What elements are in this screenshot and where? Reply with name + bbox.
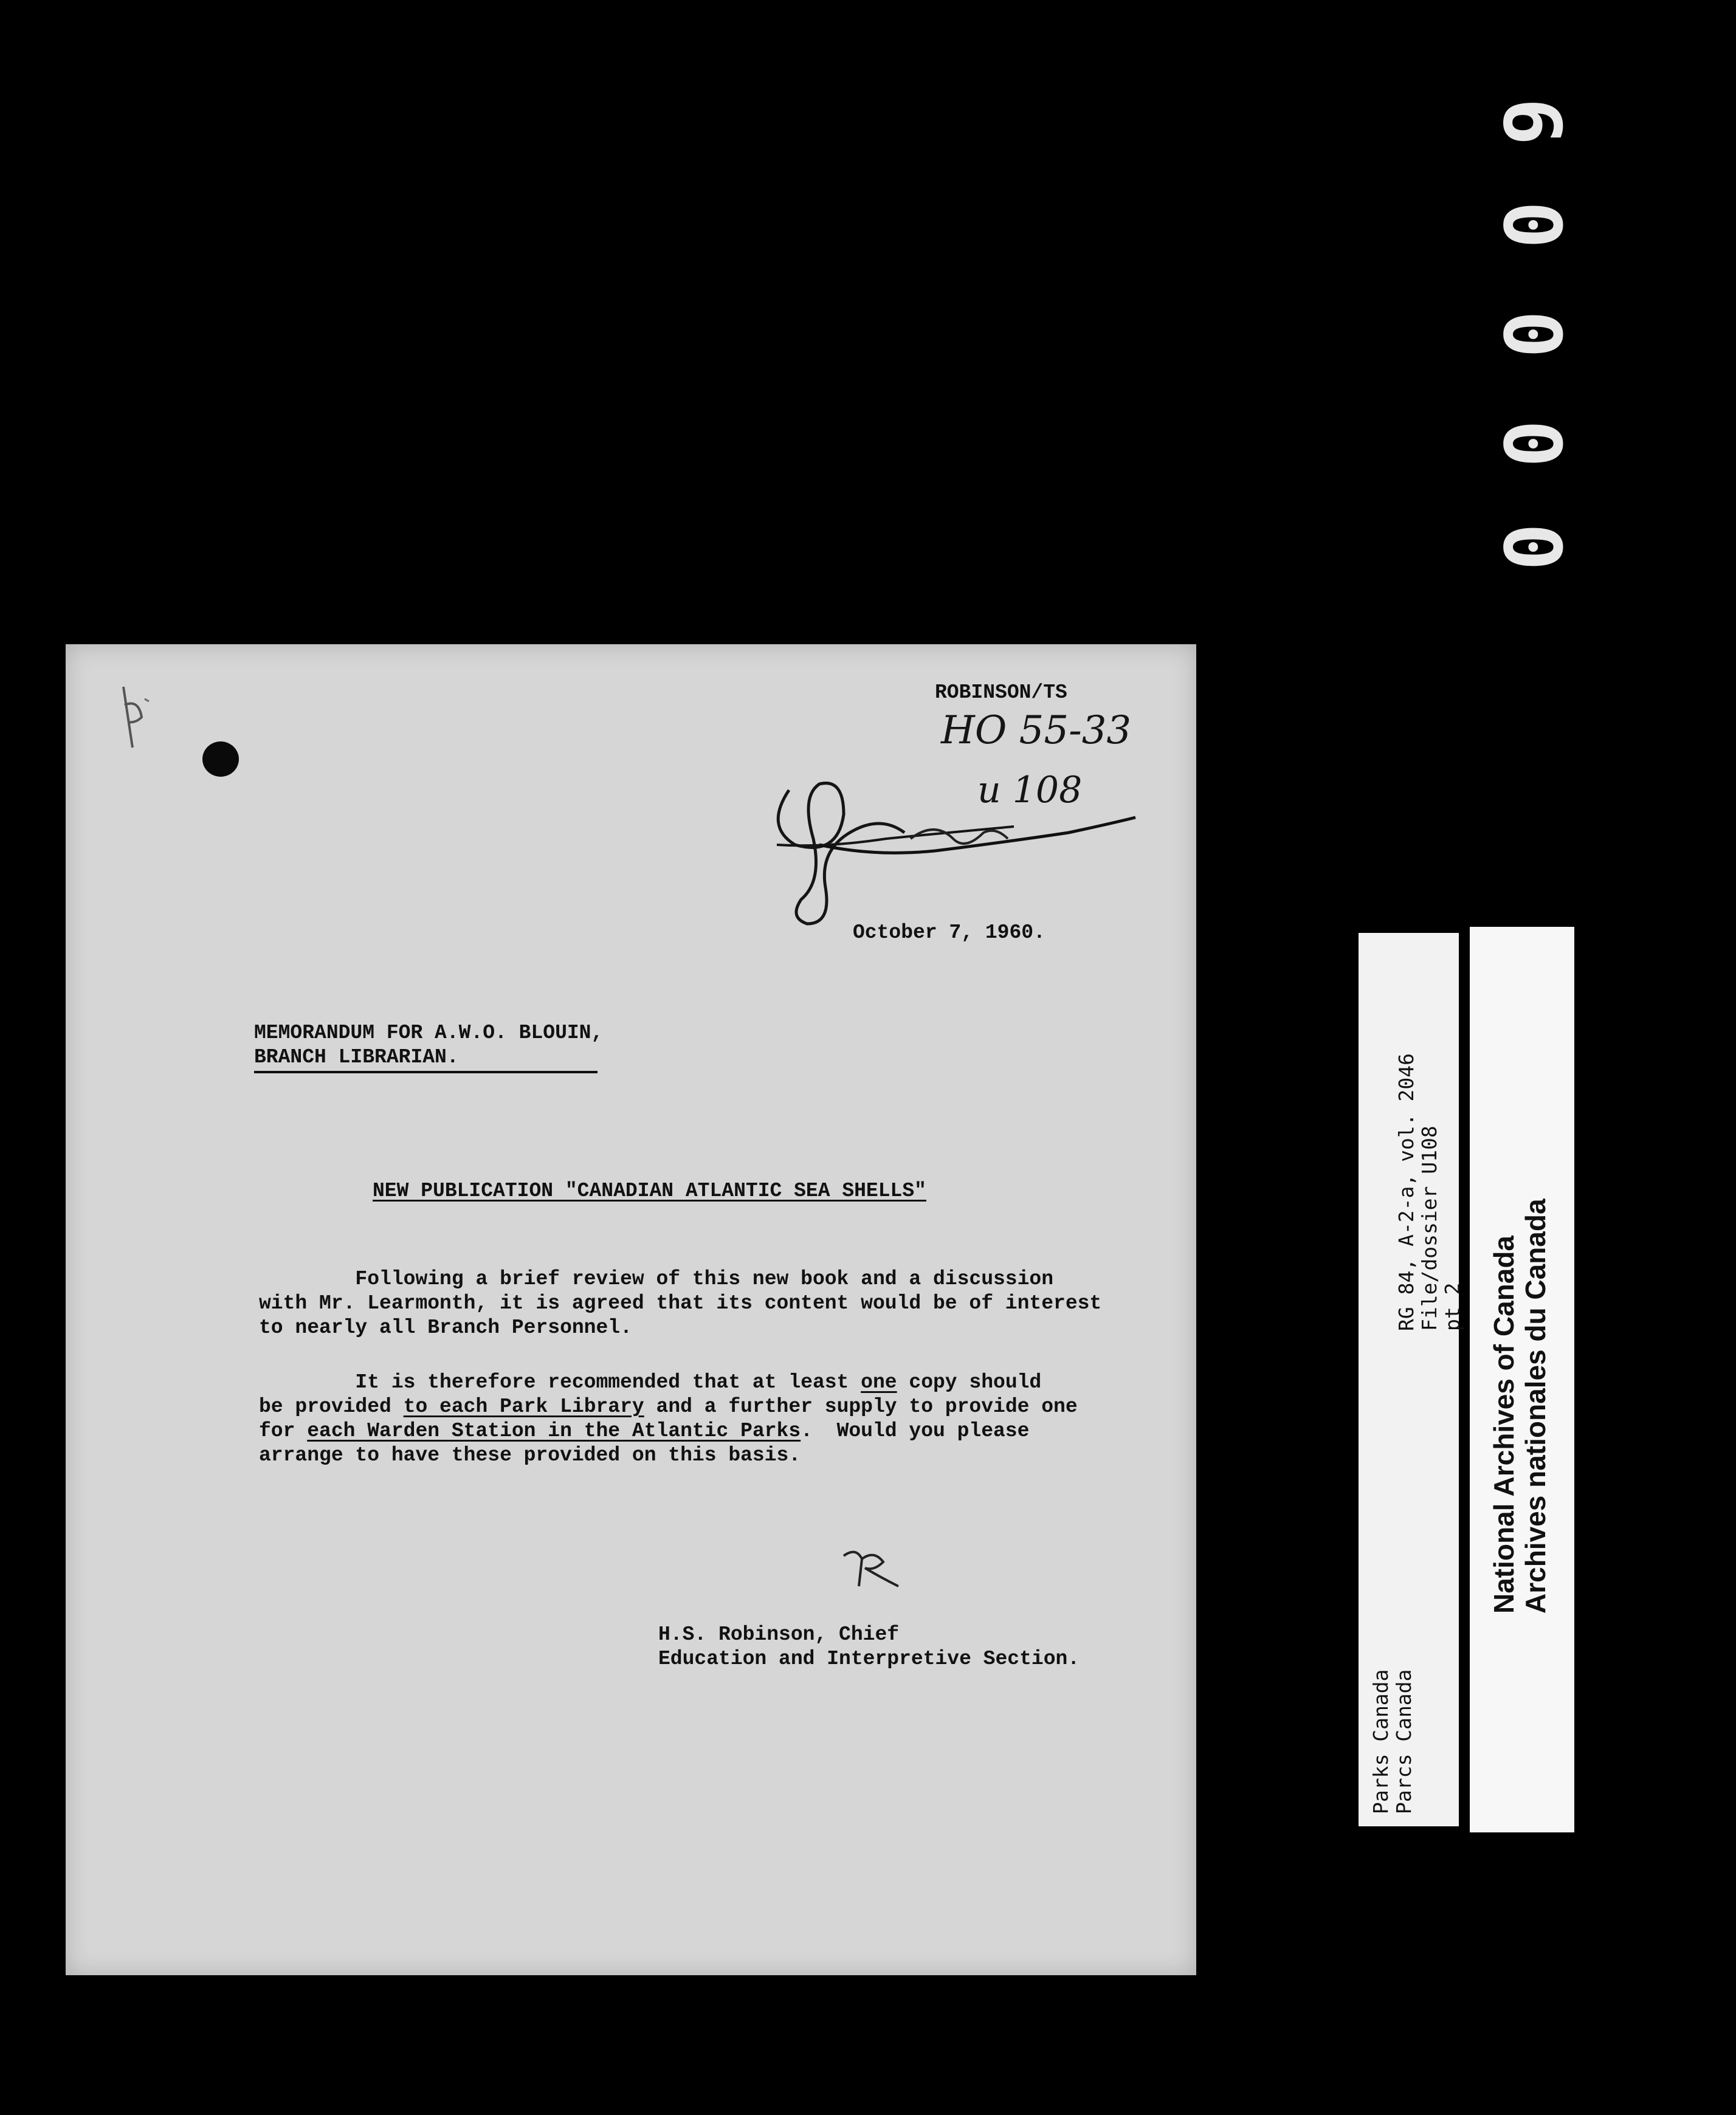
frame-counter — [1483, 61, 1580, 571]
underlined-text: each Warden Station in the Atlantic Parks — [307, 1420, 801, 1442]
label-organization — [1369, 1670, 1416, 1814]
parks-canada-label — [1359, 933, 1464, 1826]
signatory-name: H.S. Robinson, Chief — [658, 1623, 900, 1646]
text-run: for — [259, 1420, 308, 1442]
memo-addressee-title: BRANCH LIBRARIAN. — [254, 1046, 459, 1068]
paragraph-1-line: Following a brief review of this new book and a discussion — [259, 1268, 1054, 1290]
margin-pencil-mark — [111, 681, 154, 754]
label-ref-line: RG 84, A-2-a, vol. 2046 — [1394, 1053, 1418, 1331]
addressee-underline — [254, 1071, 598, 1073]
text-run: be provided — [259, 1395, 404, 1418]
national-archives-label — [1470, 927, 1574, 1832]
paragraph-1-line: to nearly all Branch Personnel. — [259, 1316, 632, 1339]
paragraph-2-line — [259, 1370, 1041, 1395]
text-run: copy should — [897, 1371, 1042, 1394]
underlined-text: one — [861, 1371, 897, 1394]
label-org-line: Parcs Canada — [1392, 1669, 1416, 1814]
text-run: It is therefore recommended that at least — [259, 1371, 861, 1394]
archives-name — [1488, 1198, 1551, 1614]
file-reference-handwritten: HO 55-33 — [941, 708, 1132, 753]
paragraph-1-line: with Mr. Learmonth, it is agreed that its content would be of interest — [259, 1292, 1102, 1315]
frame-digit: 0 — [1486, 523, 1578, 571]
label-ref-line: File/dossier U108 — [1417, 1126, 1441, 1331]
label-ref-line: pt 2 — [1441, 1282, 1464, 1331]
archives-name-line: National Archives of Canada — [1488, 1235, 1520, 1614]
archives-name-line: Archives nationales du Canada — [1520, 1198, 1551, 1614]
frame-digit: 0 — [1486, 201, 1578, 249]
label-org-line: Parks Canada — [1369, 1669, 1393, 1814]
paragraph-2-line — [259, 1395, 1078, 1419]
underlined-text: to each Park Library — [403, 1395, 644, 1418]
memo-addressee: MEMORANDUM FOR A.W.O. BLOUIN, — [254, 1022, 604, 1044]
file-reference-typed: ROBINSON/TS — [935, 681, 1067, 704]
paragraph-2-line: arrange to have these provided on this basis. — [259, 1444, 801, 1467]
paragraph-2-line — [259, 1419, 1029, 1443]
text-run: . Would you please — [801, 1420, 1030, 1442]
memo-subject: NEW PUBLICATION "CANADIAN ATLANTIC SEA SHELLS" — [373, 1180, 926, 1202]
handwritten-initials — [838, 1544, 904, 1592]
text-run: and a further supply to provide one — [644, 1395, 1078, 1418]
file-number-handwritten: u 108 — [977, 769, 1083, 811]
frame-digit: 0 — [1486, 419, 1578, 468]
signatory-section: Education and Interpretive Section. — [658, 1648, 1080, 1670]
frame-digit: 6 — [1486, 97, 1578, 146]
frame-digit: 0 — [1486, 310, 1578, 359]
memo-date: October 7, 1960. — [853, 921, 1045, 944]
label-reference — [1395, 1053, 1464, 1331]
ink-blot — [202, 741, 239, 777]
memo-page — [66, 644, 1196, 1975]
